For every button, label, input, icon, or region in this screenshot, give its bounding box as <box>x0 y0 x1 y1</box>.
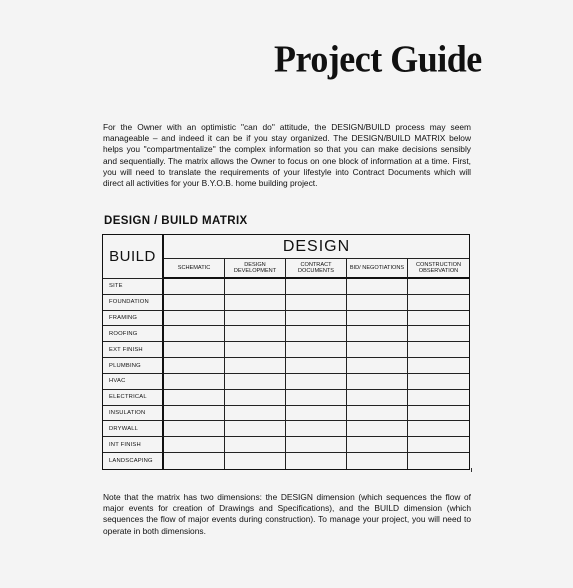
matrix-cell <box>408 406 469 422</box>
matrix-cell <box>286 374 347 390</box>
matrix-cell <box>164 390 225 406</box>
intro-text: For the Owner with an optimistic "can do" attitude, the DESIGN/BUILD process may seem manageable – and indeed it can be if you stay organized. The DESIGN/BUILD MATRIX below helps you "compartmentalize" the complex information so that you can make decisions sensibly and sequentially. The matrix allows the Owner to focus on one block of information at a time. First, you will need to translate the requirements of your lifestyle into Contract Documents which will direct all activities for your B.Y.O.B. home building project. <box>103 122 471 189</box>
matrix-cell <box>286 421 347 437</box>
matrix-row-label: FOUNDATION <box>103 295 164 311</box>
matrix-row-label: PLUMBING <box>103 358 164 374</box>
matrix-cell <box>286 358 347 374</box>
matrix-cell <box>164 421 225 437</box>
page-mark <box>471 468 472 472</box>
matrix-row-label: HVAC <box>103 374 164 390</box>
matrix-cell <box>286 295 347 311</box>
matrix-row-label: ROOFING <box>103 326 164 342</box>
matrix-cell <box>225 390 286 406</box>
matrix-cell <box>286 390 347 406</box>
matrix-cell <box>225 326 286 342</box>
matrix-cell <box>347 390 408 406</box>
matrix-row-label: DRYWALL <box>103 421 164 437</box>
matrix-cell <box>347 374 408 390</box>
matrix-cell <box>225 295 286 311</box>
matrix-cell <box>347 406 408 422</box>
matrix-cell <box>347 342 408 358</box>
matrix-cell <box>408 326 469 342</box>
matrix-cell <box>286 406 347 422</box>
matrix-cell <box>164 311 225 327</box>
matrix-cell <box>286 279 347 295</box>
matrix-row-label: EXT FINISH <box>103 342 164 358</box>
matrix-row-label: FRAMING <box>103 311 164 327</box>
matrix-cell <box>286 326 347 342</box>
matrix-cell <box>347 358 408 374</box>
matrix-cell <box>408 311 469 327</box>
matrix-cell <box>164 358 225 374</box>
matrix-cell <box>225 437 286 453</box>
matrix-cell <box>225 406 286 422</box>
matrix-cell <box>347 279 408 295</box>
matrix-cell <box>347 295 408 311</box>
matrix-row-label: INT FINISH <box>103 437 164 453</box>
matrix-cell <box>164 437 225 453</box>
note-paragraph <box>103 492 471 537</box>
matrix-cell <box>164 453 225 469</box>
note-text: Note that the matrix has two dimensions: the DESIGN dimension (which sequences the flow of major events for creation of Drawings and Specifications), and the BUILD dimension (which sequences the flow of major events during construction). To manage your project, you will need to operate in both dimensions. <box>103 492 471 536</box>
matrix-cell <box>164 295 225 311</box>
matrix-cell <box>225 311 286 327</box>
matrix-cell <box>408 390 469 406</box>
matrix-column-header: DESIGN DEVELOPMENT <box>225 259 286 279</box>
matrix-column-header: CONSTRUCTION OBSERVATION <box>408 259 469 279</box>
matrix-cell <box>408 358 469 374</box>
matrix-cell <box>286 437 347 453</box>
matrix-cell <box>347 326 408 342</box>
matrix-cell <box>408 374 469 390</box>
matrix-cell <box>408 421 469 437</box>
matrix-cell <box>164 406 225 422</box>
matrix-column-header: BID/ NEGOTIATIONS <box>347 259 408 279</box>
matrix-cell <box>347 421 408 437</box>
matrix-cell <box>225 374 286 390</box>
matrix-cell <box>408 453 469 469</box>
matrix-column-header: CONTRACT DOCUMENTS <box>286 259 347 279</box>
matrix-cell <box>164 326 225 342</box>
page-title: Project Guide <box>274 38 482 80</box>
matrix-cell <box>164 374 225 390</box>
matrix-cell <box>225 358 286 374</box>
intro-paragraph <box>103 122 471 189</box>
matrix-cell <box>164 279 225 295</box>
matrix-cell <box>347 437 408 453</box>
matrix-cell <box>408 342 469 358</box>
matrix-heading: DESIGN / BUILD MATRIX <box>104 215 248 227</box>
matrix-cell <box>286 342 347 358</box>
matrix-cell <box>286 453 347 469</box>
matrix-cell <box>225 279 286 295</box>
matrix-row-label: LANDSCAPING <box>103 453 164 469</box>
matrix-cell <box>408 295 469 311</box>
matrix-column-header: SCHEMATIC <box>164 259 225 279</box>
design-build-matrix <box>102 234 470 470</box>
matrix-cell <box>286 311 347 327</box>
design-header: DESIGN <box>164 235 469 259</box>
matrix-row-label: ELECTRICAL <box>103 390 164 406</box>
matrix-cell <box>225 421 286 437</box>
matrix-cell <box>225 342 286 358</box>
matrix-cell <box>347 311 408 327</box>
matrix-cell <box>408 279 469 295</box>
matrix-row-label: SITE <box>103 279 164 295</box>
matrix-cell <box>408 437 469 453</box>
build-header: BUILD <box>103 235 164 279</box>
matrix-row-label: INSULATION <box>103 406 164 422</box>
matrix-cell <box>164 342 225 358</box>
matrix-cell <box>225 453 286 469</box>
matrix-cell <box>347 453 408 469</box>
